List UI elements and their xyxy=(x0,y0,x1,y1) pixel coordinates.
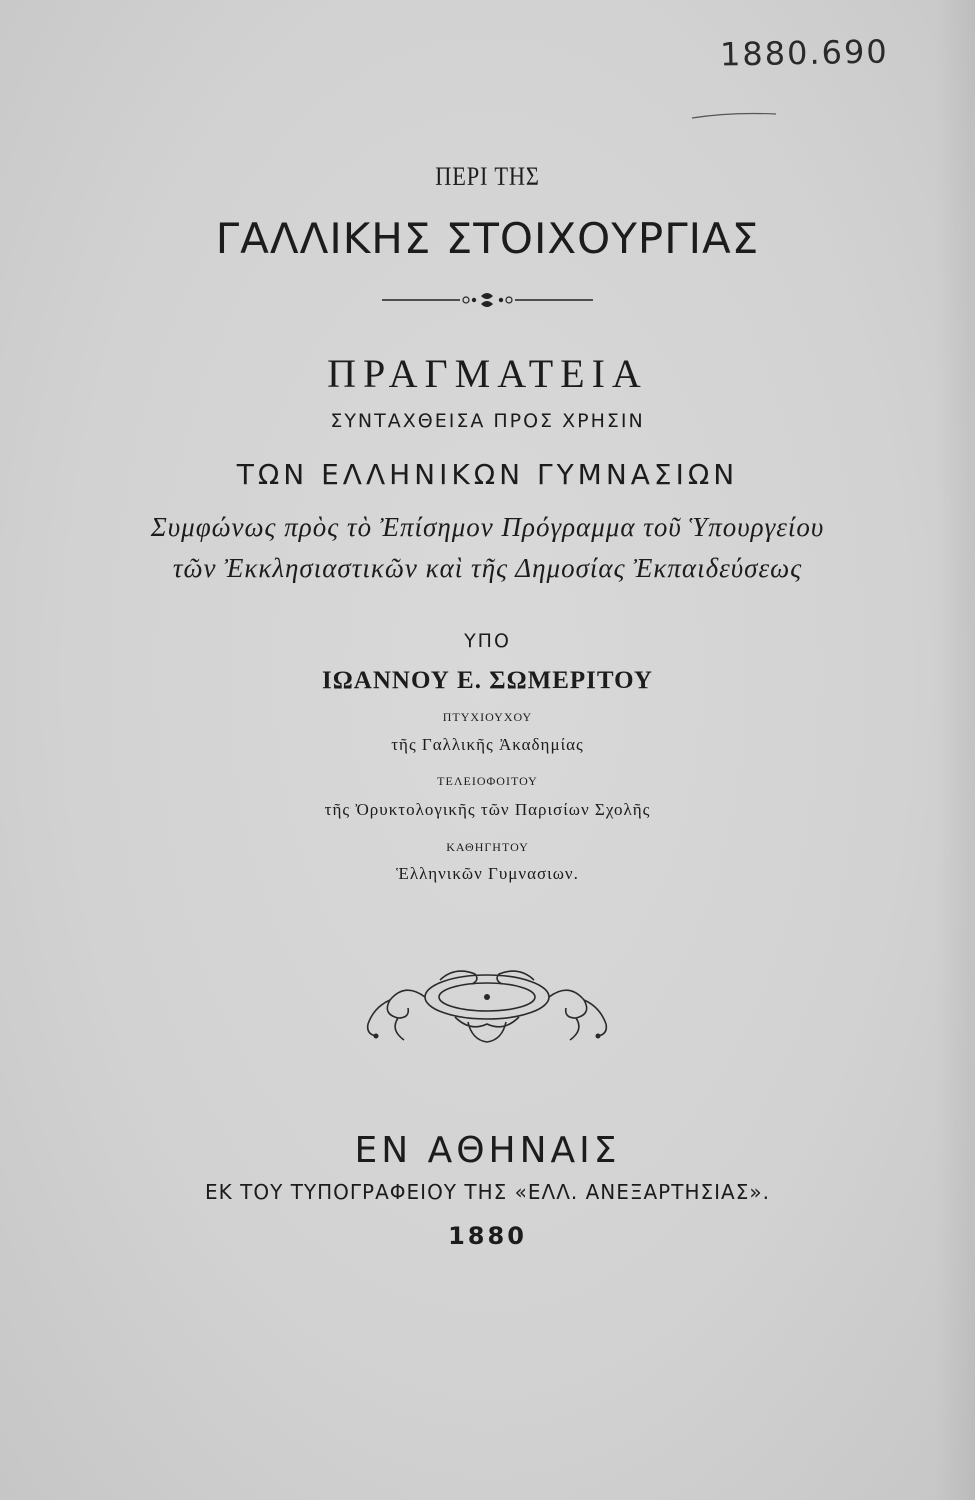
imprint-year: 1880 xyxy=(448,1222,527,1250)
printers-vignette xyxy=(360,962,615,1052)
audience-line: ΤΩΝ ΕΛΛΗΝΙΚΩΝ ΓΥΜΝΑΣΙΩΝ xyxy=(236,458,739,491)
main-title: ΓΑΛΛΙΚΗΣ ΣΤΟΙΧΟΥΡΓΙΑΣ xyxy=(215,214,760,263)
author-credential-value-1: τῆς Γαλλικῆς Ἀκαδημίας xyxy=(391,735,584,754)
dash-ornament xyxy=(380,290,595,310)
composed-for-line: ΣΥΝΤΑΧΘΕΙΣΑ ΠΡΟΣ ΧΡΗΣΙΝ xyxy=(330,410,645,432)
author-credential-value-3: Ἑλληνικῶν Γυμνασιων. xyxy=(396,864,579,883)
title-prefix: ΠΕΡΙ ΤΗΣ xyxy=(435,162,540,191)
author-credential-label-3: ΚΑΘΗΓΗΤΟΥ xyxy=(446,840,529,854)
author-name: ΙΩΑΝΝΟΥ Ε. ΣΩΜΕΡΙΤΟΥ xyxy=(322,667,653,694)
work-type-heading: ΠΡΑΓΜΑΤΕΙΑ xyxy=(327,351,648,396)
imprint-place: ΕΝ ΑΘΗΝΑΙΣ xyxy=(354,1130,621,1171)
program-line-2: τῶν Ἐκκλησιαστικῶν καὶ τῆς Δημοσίας Ἐκπαιδεύσεως xyxy=(172,553,803,583)
author-credential-value-2: τῆς Ὀρυκτολογικῆς τῶν Παρισίων Σχολῆς xyxy=(324,800,651,819)
by-label: ΥΠΟ xyxy=(464,630,511,652)
author-credential-label-1: ΠΤΥΧΙΟΥΧΟΥ xyxy=(442,710,533,724)
program-line-1: Συμφώνως πρὸς τὸ Ἐπίσημον Πρόγραμμα τοῦ Ὑπουργείου xyxy=(150,512,825,542)
author-credential-label-2: ΤΕΛΕΙΟΦΟΙΤΟΥ xyxy=(437,774,538,788)
imprint-printer: ΕΚ ΤΟΥ ΤΥΠΟΓΡΑΦΕΙΟΥ ΤΗΣ «ΕΛΛ. ΑΝΕΞΑΡΤΗΣΙΑΣ». xyxy=(205,1180,770,1204)
pencil-stroke xyxy=(690,108,780,122)
handwritten-shelfmark: 1880.690 xyxy=(719,32,890,74)
